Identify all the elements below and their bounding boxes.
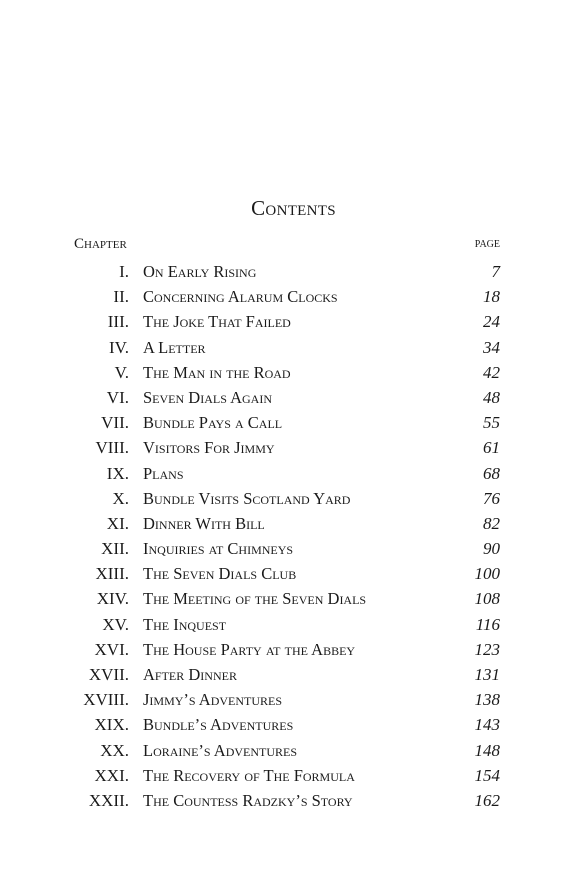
table-of-contents	[0, 259, 580, 813]
chapter-number: XX.	[100, 740, 129, 760]
toc-row[interactable]	[0, 712, 580, 737]
page-number: 34	[483, 337, 500, 357]
page-number: 162	[474, 790, 500, 810]
toc-row[interactable]	[0, 687, 580, 712]
chapter-title: A Letter	[143, 337, 206, 357]
chapter-number: XVII.	[88, 665, 129, 684]
chapter-title: The Seven Dials Club	[143, 564, 297, 584]
chapter-number: XIII.	[95, 564, 129, 584]
chapter-title: On Early Rising	[143, 262, 257, 281]
chapter-number: XXII.	[88, 790, 129, 810]
chapter-number: X.	[112, 488, 129, 508]
page-number: 90	[483, 539, 500, 559]
chapter-number: IV.	[109, 337, 129, 357]
chapter-title: The Recovery of The Formula	[143, 765, 355, 785]
page-number: 68	[483, 463, 500, 483]
toc-row[interactable]	[0, 637, 580, 662]
chapter-title: Bundle Visits Scotland Yard	[143, 488, 351, 508]
toc-row[interactable]	[0, 763, 580, 788]
page-number: 18	[483, 287, 500, 307]
chapter-title: The Countess Radzky’s Story	[143, 790, 353, 810]
chapter-title: The Meeting of the Seven Dials	[143, 589, 367, 609]
chapter-number: XIX.	[94, 715, 129, 735]
chapter-number: VII.	[101, 413, 129, 433]
chapter-number: VI.	[106, 387, 129, 407]
chapter-number: IX.	[106, 463, 129, 483]
chapter-title: Bundle’s Adventures	[143, 715, 294, 735]
toc-row[interactable]	[0, 435, 580, 460]
page-number: 154	[474, 765, 500, 785]
page-number: 108	[474, 589, 500, 609]
page-number: 61	[483, 438, 500, 458]
page-number: 148	[474, 740, 500, 760]
chapter-title: Seven Dials Again	[143, 387, 272, 407]
toc-row[interactable]	[0, 561, 580, 586]
page-column-header: page	[474, 236, 500, 251]
page-number: 131	[474, 665, 500, 684]
toc-row[interactable]	[0, 385, 580, 410]
chapter-title: After Dinner	[143, 665, 237, 684]
toc-row[interactable]	[0, 612, 580, 637]
chapter-title: Jimmy’s Adventures	[143, 690, 283, 710]
chapter-title: The Joke That Failed	[143, 312, 291, 332]
page-number: 123	[474, 639, 500, 659]
chapter-title: Bundle Pays a Call	[143, 413, 283, 433]
chapter-number: I.	[119, 262, 129, 281]
chapter-number: V.	[114, 362, 129, 382]
page-number: 116	[475, 614, 500, 634]
toc-row[interactable]	[0, 360, 580, 385]
toc-row[interactable]	[0, 410, 580, 435]
page-number: 138	[474, 690, 500, 710]
chapter-number: VIII.	[95, 438, 129, 458]
page-number: 82	[483, 513, 500, 533]
toc-row[interactable]	[0, 511, 580, 536]
chapter-number: XV.	[102, 614, 129, 634]
page-title: Contents	[251, 196, 336, 220]
chapter-title: Loraine’s Adventures	[143, 740, 298, 760]
chapter-title: Plans	[143, 463, 184, 483]
chapter-title: The Inquest	[143, 614, 227, 634]
page-number: 7	[491, 262, 500, 281]
page-number: 48	[483, 387, 500, 407]
page-number: 42	[483, 362, 500, 382]
chapter-number: III.	[107, 312, 129, 332]
chapter-number: XXI.	[94, 765, 129, 785]
chapter-number: II.	[113, 287, 129, 307]
chapter-title: Visitors For Jimmy	[143, 438, 275, 458]
chapter-number: XIV.	[96, 589, 129, 609]
chapter-column-header: Chapter	[74, 236, 127, 252]
toc-row[interactable]	[0, 309, 580, 334]
page-number: 143	[474, 715, 500, 735]
toc-row[interactable]	[0, 788, 580, 813]
toc-row[interactable]	[0, 335, 580, 360]
toc-row[interactable]	[0, 486, 580, 511]
toc-row[interactable]	[0, 461, 580, 486]
chapter-title: Inquiries at Chimneys	[143, 539, 294, 559]
page-number: 100	[474, 564, 500, 584]
page-number: 55	[483, 413, 500, 433]
toc-row[interactable]	[0, 586, 580, 611]
chapter-number: XVI.	[94, 639, 129, 659]
toc-row[interactable]	[0, 738, 580, 763]
chapter-title: Dinner With Bill	[143, 513, 265, 533]
page-number: 24	[483, 312, 500, 332]
page-number: 76	[483, 488, 500, 508]
toc-row[interactable]	[0, 284, 580, 309]
toc-row[interactable]	[0, 662, 580, 687]
toc-row[interactable]	[0, 259, 580, 284]
chapter-number: XI.	[106, 513, 129, 533]
chapter-title: Concerning Alarum Clocks	[143, 287, 338, 307]
chapter-title: The House Party at the Abbey	[143, 639, 356, 659]
chapter-number: XII.	[101, 539, 129, 559]
toc-row[interactable]	[0, 536, 580, 561]
chapter-title: The Man in the Road	[143, 362, 291, 382]
chapter-number: XVIII.	[83, 690, 129, 710]
